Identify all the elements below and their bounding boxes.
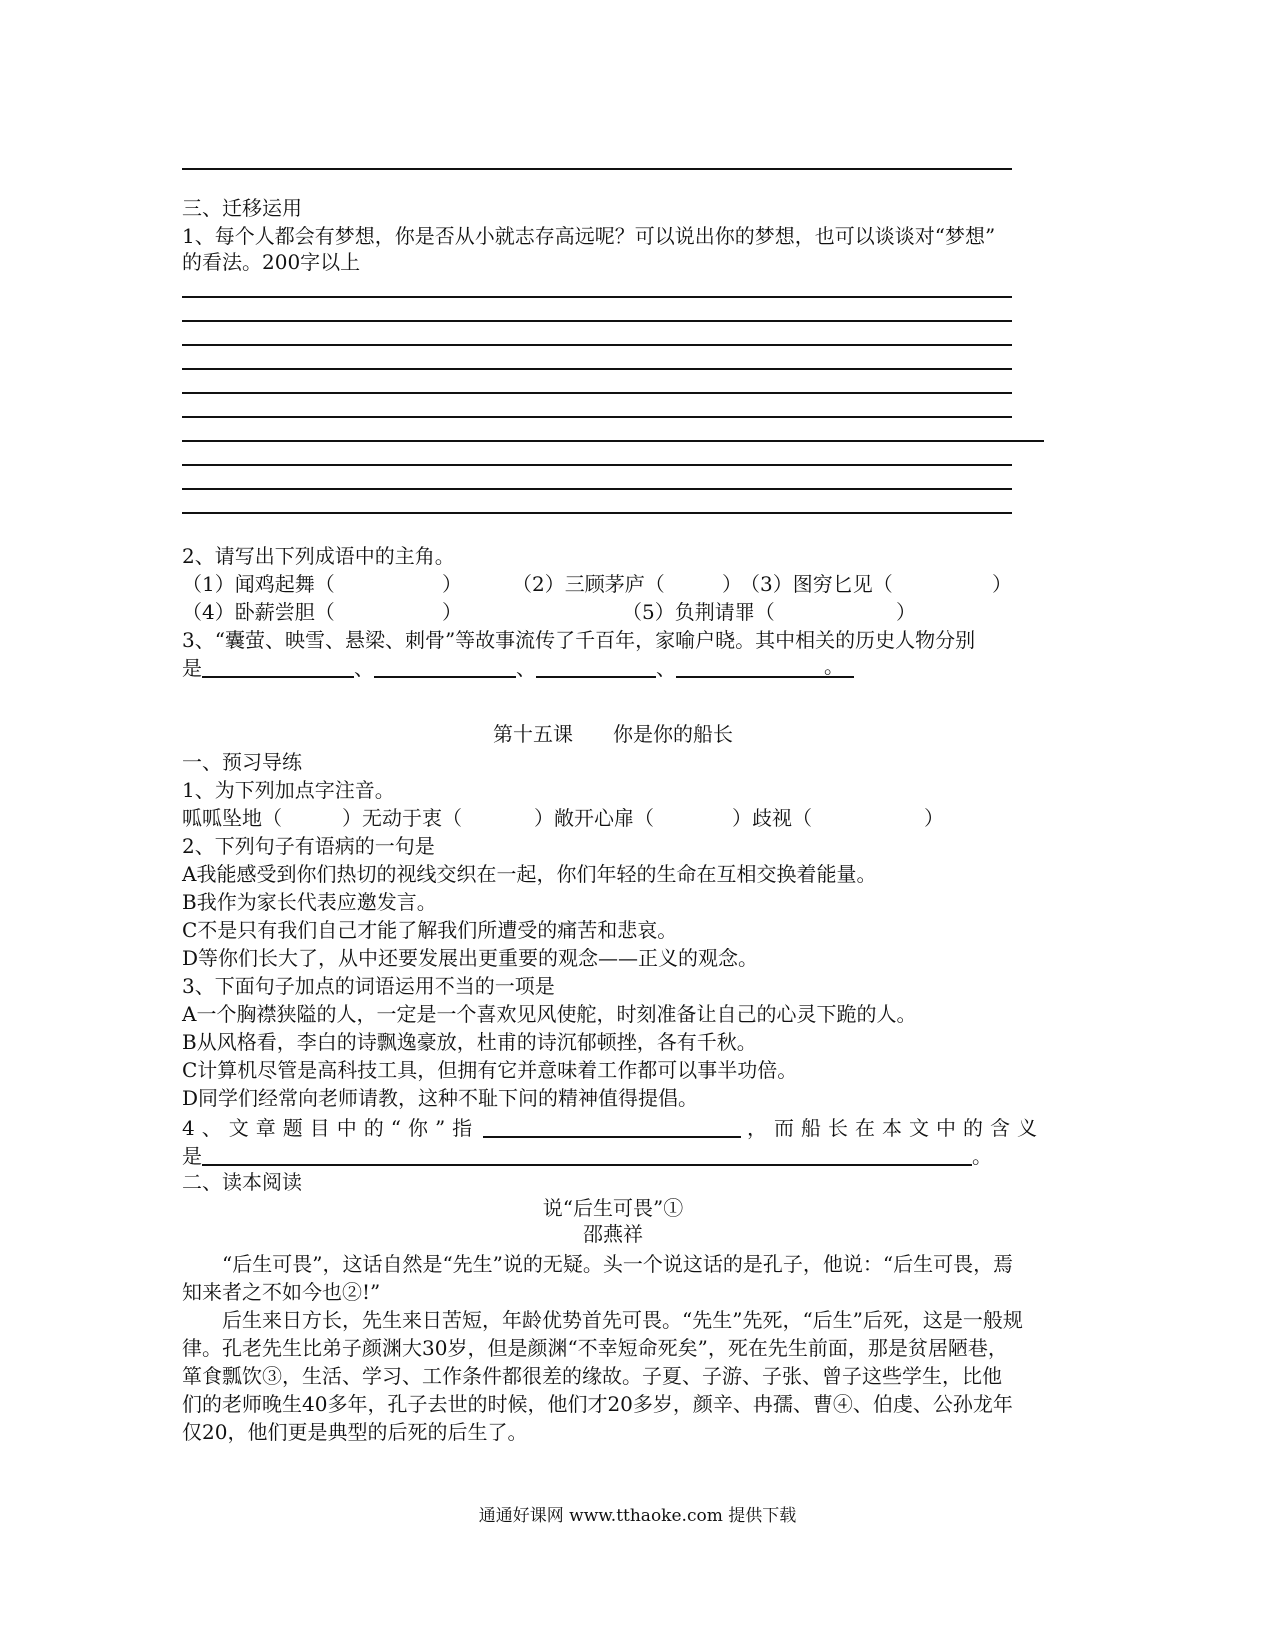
answer-blank[interactable] xyxy=(676,656,824,678)
question-3-line1: 3、“囊萤、映雪、悬梁、刺骨”等故事流传了千百年，家喻户晓。其中相关的历史人物分别 xyxy=(182,628,976,652)
question-2-title: 2、请写出下列成语中的主角。 xyxy=(182,544,455,568)
idiom-2-close: ） xyxy=(722,572,742,596)
idiom-2: （2）三顾茅庐（ xyxy=(512,572,665,596)
option-d: D同学们经常向老师请教，这种不耻下问的精神值得提倡。 xyxy=(182,1086,699,1110)
idiom-3: （3）图穷匕见（ xyxy=(740,572,893,596)
section-heading-preview: 一、预习导练 xyxy=(182,750,302,774)
option-d: D等你们长大了，从中还要发展出更重要的观念——正义的观念。 xyxy=(182,946,759,970)
section-heading-reading: 二、读本阅读 xyxy=(182,1170,302,1194)
paragraph-line: 仅20，他们更是典型的后死的后生了。 xyxy=(182,1420,528,1444)
preview-q4-part2: ，而船长在本文中的含义 xyxy=(747,1116,1044,1140)
writing-line xyxy=(182,416,1012,418)
paragraph-line: “后生可畏”，这话自然是“先生”说的无疑。头一个说这话的是孔子，他说：“后生可畏，焉 xyxy=(222,1252,1014,1276)
idiom-5-close: ） xyxy=(896,600,916,624)
answer-blank[interactable] xyxy=(374,656,516,678)
preview-q3-title: 3、下面句子加点的词语运用不当的一项是 xyxy=(182,974,555,998)
question-1-line2: 的看法。200字以上 xyxy=(182,250,361,274)
question-1-line1: 1、每个人都会有梦想，你是否从小就志存高远呢？可以说出你的梦想，也可以谈谈对“梦想” xyxy=(182,224,996,248)
writing-line xyxy=(182,488,1012,490)
preview-q4-prefix: 是 xyxy=(182,1144,202,1168)
idiom-1: （1）闻鸡起舞（ xyxy=(182,572,335,596)
writing-line xyxy=(182,296,1012,298)
idiom-1-close: ） xyxy=(442,572,462,596)
option-a: A我能感受到你们热切的视线交织在一起，你们年轻的生命在互相交换着能量。 xyxy=(182,862,877,886)
option-c: C不是只有我们自己才能了解我们所遭受的痛苦和悲哀。 xyxy=(182,918,678,942)
preview-q2-title: 2、下列句子有语病的一句是 xyxy=(182,834,435,858)
preview-q1-title: 1、为下列加点字注音。 xyxy=(182,778,395,802)
word-2: ）无动于衷（ xyxy=(342,806,462,830)
paragraph-line: 后生来日方长，先生来日苦短，年龄优势首先可畏。“先生”先死，“后生”后死，这是一般规 xyxy=(222,1308,1023,1332)
answer-blank[interactable] xyxy=(483,1116,741,1138)
answer-blank[interactable] xyxy=(202,1144,972,1166)
paragraph-line: 们的老师晚生40多年，孔子去世的时候，他们才20多岁，颜辛、冉孺、曹④、伯虔、公孙龙年 xyxy=(182,1392,1013,1416)
writing-line xyxy=(182,464,1012,466)
idiom-3-close: ） xyxy=(992,572,1012,596)
writing-line xyxy=(182,440,1044,442)
idiom-5: （5）负荆请罪（ xyxy=(622,600,775,624)
writing-line xyxy=(182,368,1012,370)
answer-line xyxy=(182,168,1012,170)
writing-line xyxy=(182,320,1012,322)
article-author: 邵燕祥 xyxy=(583,1222,643,1246)
option-b: B从风格看，李白的诗飘逸豪放，杜甫的诗沉郁顿挫，各有千秋。 xyxy=(182,1030,757,1054)
paragraph-line: 律。孔老先生比弟子颜渊大30岁，但是颜渊“不幸短命死矣”，死在先生前面，那是贫居陋巷， xyxy=(182,1336,1008,1360)
idiom-4: （4）卧薪尝胆（ xyxy=(182,600,335,624)
preview-q4-part1: 4、文章题目中的“你”指 xyxy=(182,1116,480,1140)
writing-line xyxy=(182,512,1012,514)
idiom-4-close: ） xyxy=(442,600,462,624)
answer-blank[interactable] xyxy=(536,656,656,678)
preview-q4-line1 xyxy=(182,1116,1044,1138)
period: 。 xyxy=(972,1144,992,1168)
word-3: ）敞开心扉（ xyxy=(534,806,654,830)
separator: 、 xyxy=(354,656,374,680)
word-4: ）歧视（ xyxy=(732,806,812,830)
preview-q4-line2 xyxy=(182,1144,992,1166)
question-3-prefix: 是 xyxy=(182,656,202,680)
option-b: B我作为家长代表应邀发言。 xyxy=(182,890,437,914)
paragraph-line: 知来者之不如今也②!” xyxy=(182,1280,381,1304)
writing-line xyxy=(182,344,1012,346)
word-1: 呱呱坠地（ xyxy=(182,806,282,830)
word-4-close: ） xyxy=(924,806,944,830)
answer-blank[interactable] xyxy=(202,656,354,678)
page-footer: 通通好课网 www.tthaoke.com 提供下载 xyxy=(478,1506,797,1526)
article-title: 说“后生可畏”① xyxy=(542,1196,684,1220)
question-3-line2 xyxy=(182,656,854,678)
paragraph-line: 箪食瓢饮③，生活、学习、工作条件都很差的缘故。子夏、子游、子张、曾子这些学生，比他 xyxy=(182,1364,1002,1388)
option-c: C计算机尽管是高科技工具，但拥有它并意味着工作都可以事半功倍。 xyxy=(182,1058,798,1082)
separator: 、 xyxy=(516,656,536,680)
period: 。 xyxy=(824,656,854,678)
separator: 、 xyxy=(656,656,676,680)
section-heading-transfer: 三、迁移运用 xyxy=(182,196,302,220)
lesson-title: 第十五课 你是你的船长 xyxy=(493,722,733,746)
writing-line xyxy=(182,392,1012,394)
option-a: A一个胸襟狭隘的人，一定是一个喜欢见风使舵，时刻准备让自己的心灵下跪的人。 xyxy=(182,1002,917,1026)
